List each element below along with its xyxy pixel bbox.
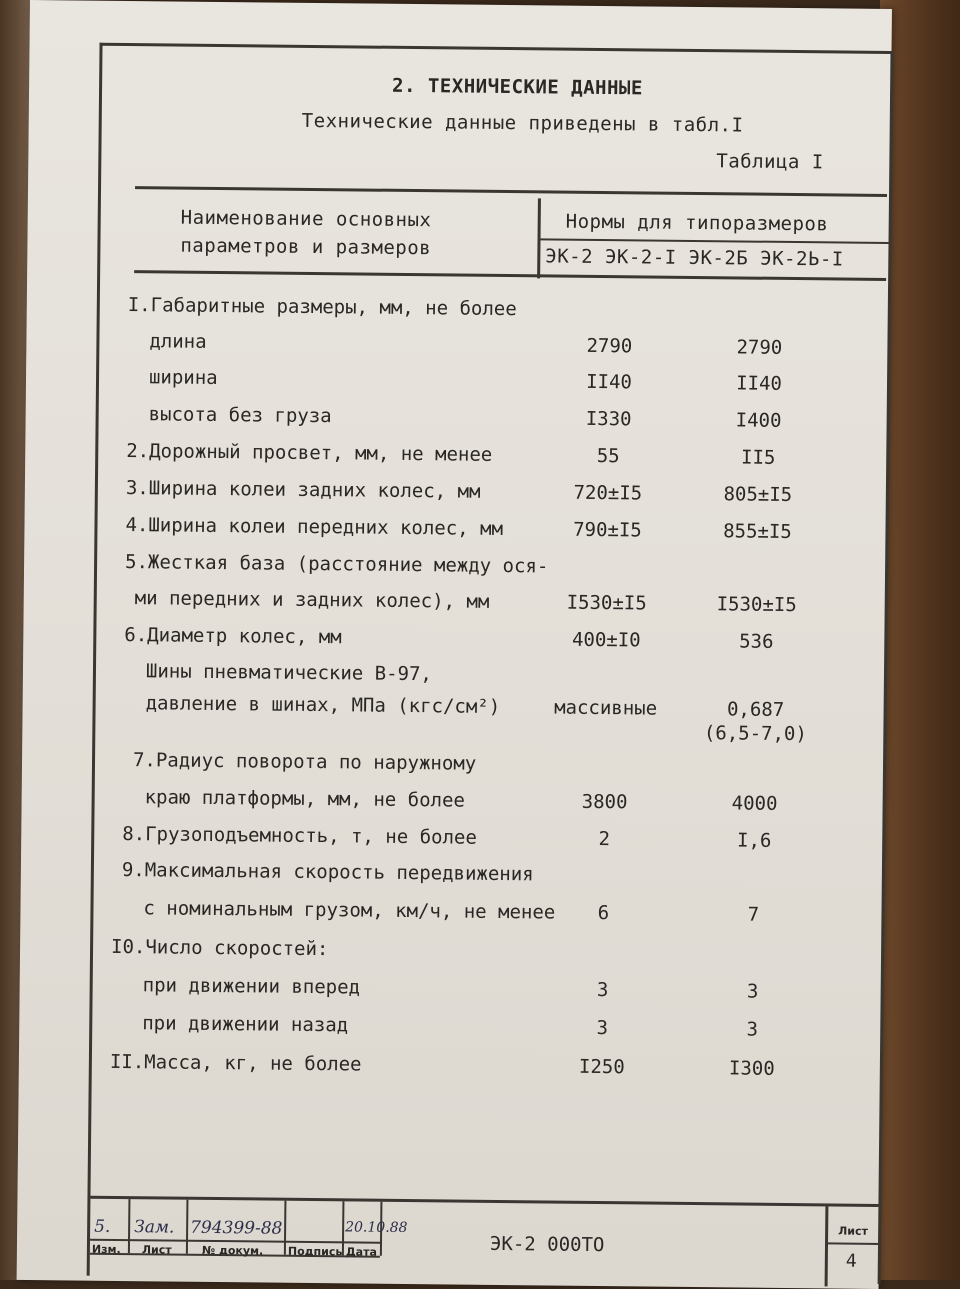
page-frame	[87, 43, 894, 1284]
table-row	[93, 936, 881, 974]
row-value-ek2: 55	[596, 444, 620, 468]
row-value-ek2	[534, 863, 674, 864]
row-value-ek2b: 3	[746, 980, 759, 1003]
row-label: с номинальным грузом, км/ч, не менее	[143, 897, 556, 924]
table-row	[97, 551, 885, 589]
row-label: II.Масса, кг, не более	[109, 1050, 362, 1076]
row-value-ek2b: 3	[746, 1018, 759, 1041]
sheet-number: 4	[845, 1250, 857, 1272]
document-number: ЭК-2 000ТО	[489, 1232, 605, 1257]
row-value-ek2: 6	[597, 901, 610, 925]
title-block	[90, 1196, 879, 1287]
row-value-ek2	[536, 664, 676, 665]
row-value-ek2b: 4000	[731, 792, 778, 815]
section-title: 2. ТЕХНИЧЕСКИЕ ДАННЫЕ	[392, 74, 643, 100]
sheet-label: Лист	[838, 1224, 868, 1238]
row-value-ek2	[540, 298, 680, 299]
table-row	[92, 1012, 880, 1050]
row-label: 4.Ширина колеи передних колес, мм	[125, 514, 504, 540]
table-row	[98, 403, 886, 441]
table-row	[92, 1051, 880, 1089]
row-value-ek2b: 0,687	[726, 698, 785, 721]
row-value-ek2: II40	[586, 370, 633, 394]
row-value-ek2: I530±I5	[566, 591, 647, 615]
header-bottom-rule	[134, 270, 886, 281]
row-value-ek2: I250	[578, 1055, 625, 1079]
row-value-ek2b	[685, 755, 825, 756]
table-top-rule	[135, 186, 887, 197]
row-label: длина	[149, 330, 207, 353]
row-label: ширина	[148, 366, 218, 389]
table-row	[100, 294, 888, 332]
header-param-line2: параметров и размеров	[180, 234, 432, 260]
sheet-rule	[828, 1242, 881, 1245]
row-value-ek2b: 855±I5	[723, 520, 792, 544]
row-value-ek2: I330	[585, 407, 632, 431]
row-label: 7.Радиус поворота по наружному	[132, 749, 477, 775]
row-value-ek2b	[686, 666, 826, 667]
row-value-ek2b: II40	[736, 372, 783, 395]
row-value-ek2b	[687, 557, 827, 558]
table-row	[99, 366, 887, 404]
row-value-ek2b: 805±I5	[723, 483, 793, 507]
table-row	[94, 786, 882, 824]
stamp-doc-value: 794399-88	[190, 1217, 283, 1239]
table-row	[97, 514, 885, 552]
row-label: краю платформы, мм, не более	[144, 786, 466, 812]
row-value-ek2	[533, 940, 673, 941]
stamp-label-list: Лист	[141, 1243, 172, 1257]
row-label: 9.Максимальная скорость передвижения	[121, 859, 534, 886]
row-label: высота без груза	[148, 403, 332, 428]
table-row	[95, 749, 883, 787]
row-label: 8.Грузоподъемность, т, не более	[122, 823, 477, 849]
sheet-box	[825, 1206, 882, 1287]
row-value-ek2	[535, 753, 675, 754]
table-row	[94, 823, 882, 861]
row-value-ek2b	[684, 865, 824, 866]
stamp-izm-value: 5.	[94, 1216, 111, 1237]
row-label: ми передних и задних колес), мм	[134, 587, 490, 613]
row-value-ek2: 3	[596, 978, 609, 1002]
stamp-date-value: 20.10.88	[345, 1219, 408, 1237]
intro-text: Технические данные приведены в табл.I	[301, 109, 744, 137]
table-row	[98, 440, 886, 478]
row-value-ek2b: II5	[740, 446, 776, 469]
table-row	[92, 974, 880, 1012]
row-label: 3.Ширина колеи задних колес, мм	[125, 477, 481, 503]
table-row	[99, 330, 887, 368]
row-value-ek2b: I300	[728, 1057, 775, 1080]
row-value-ek2b: 536	[739, 630, 774, 653]
row-value-ek2: 720±I5	[573, 481, 643, 505]
table-row	[93, 897, 881, 935]
header-subrule	[541, 238, 889, 244]
table-row	[94, 859, 882, 897]
row-label: 6.Диаметр колес, мм	[124, 624, 342, 649]
stamp-label-izm: Изм.	[91, 1242, 121, 1257]
row-label: I0.Число скоростей:	[110, 935, 329, 961]
row-value-ek2: 2790	[586, 334, 633, 358]
stamp-label-date: Дата	[345, 1245, 378, 1259]
stamp-label-doc: № докум.	[201, 1243, 264, 1258]
row-value-ek2: 3	[596, 1016, 609, 1040]
row-value-ek2b: I,6	[736, 829, 772, 852]
table-row	[96, 624, 884, 662]
row-label: 2.Дорожный просвет, мм, не менее	[126, 440, 493, 466]
row-label: I.Габаритные размеры, мм, не более	[127, 294, 517, 321]
row-label: Шины пневматические В-97,	[145, 660, 433, 686]
row-value-ek2b: (6,5-7,0)	[703, 722, 807, 746]
row-value-ek2: 400±I0	[571, 628, 641, 652]
row-label: давление в шинах, МПа (кгс/см²)	[145, 692, 501, 718]
stamp-list-value: Зам.	[134, 1217, 175, 1238]
row-value-ek2: 2	[598, 827, 611, 851]
header-norms-title: Нормы для типоразмеров	[565, 210, 829, 236]
stamp-label-sign: Подпись	[287, 1244, 343, 1259]
row-value-ek2b: 2790	[736, 336, 783, 359]
row-value-ek2: массивные	[554, 696, 658, 720]
row-label: 5.Жесткая база (расстояние между ося-	[125, 551, 549, 578]
row-value-ek2b	[690, 300, 830, 301]
row-label: при движении вперед	[142, 974, 361, 999]
row-value-ek2b	[683, 942, 823, 943]
row-value-ek2: 790±I5	[573, 518, 642, 542]
table-row	[98, 477, 886, 515]
row-value-ek2b: I530±I5	[716, 593, 797, 617]
table-row	[97, 587, 885, 625]
document-page	[17, 0, 892, 1289]
row-value-ek2	[537, 555, 677, 556]
row-value-ek2b: 7	[747, 903, 760, 926]
header-param-line1: Наименование основных	[180, 206, 432, 232]
row-value-ek2: 3800	[581, 790, 628, 814]
row-value-ek2b: I400	[735, 409, 782, 432]
header-type-codes: ЭК-2 ЭК-2-I ЭК-2Б ЭК-2Ь-I	[545, 245, 844, 271]
table-label: Таблица I	[716, 150, 824, 174]
row-label: при движении назад	[142, 1012, 349, 1037]
